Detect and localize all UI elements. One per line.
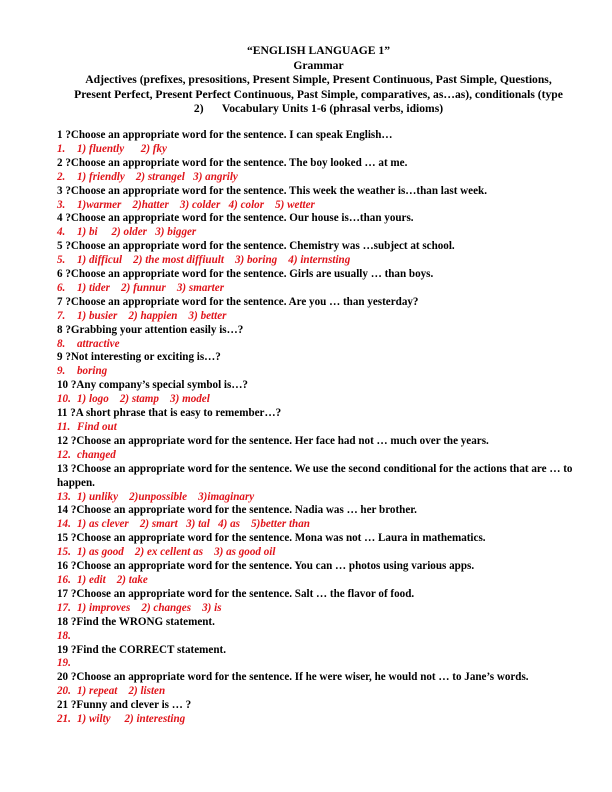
topics-vocabulary: Vocabulary Units 1-6 (phrasal verbs, idioms) [221, 102, 444, 116]
answer-line [57, 421, 568, 435]
answer-number: 17. [57, 601, 71, 614]
answer-line [57, 713, 568, 727]
answer-number: 2. [57, 170, 66, 183]
answer-options: 1) unliky 2)unpossible 3)imaginary [77, 490, 255, 503]
answer-options: 1) friendly 2) strangel 3) angrily [77, 170, 238, 183]
answer-number: 9. [57, 365, 66, 378]
answer-line [57, 199, 568, 213]
answer-options: 1) improves 2) changes 3) is [77, 601, 222, 614]
answer-number: 18. [57, 629, 71, 642]
answer-options: 1) logo 2) stamp 3) model [77, 393, 210, 406]
question-text: 9 ?Not interesting or exciting is…? [57, 351, 221, 364]
answer-number: 10. [57, 393, 71, 406]
question-text: 19 ?Find the CORRECT statement. [57, 643, 226, 656]
question-text: 3 ?Choose an appropriate word for the sentence. This week the weather is…than last week. [57, 184, 487, 197]
answer-options: Find out [77, 421, 117, 433]
question-text: 21 ?Funny and clever is … ? [57, 699, 192, 712]
question-text: 2 ?Choose an appropriate word for the sentence. The boy looked … at me. [57, 156, 408, 169]
question-text: 16 ?Choose an appropriate word for the sentence. You can … photos using various apps. [57, 560, 475, 573]
answer-line [57, 602, 568, 616]
question-text: 20 ?Choose an appropriate word for the sentence. If he were wiser, he would not … to Jane’s words. [57, 671, 529, 684]
answer-number: 3. [57, 198, 66, 211]
answer-options: 1) wilty 2) interesting [77, 713, 186, 726]
answer-line [57, 365, 568, 379]
answer-line [57, 254, 568, 268]
answer-options: boring [77, 365, 108, 378]
answer-number: 6. [57, 281, 66, 294]
answer-options: 1) difficul 2) the most diffiuult 3) boring 4) internsting [77, 254, 351, 267]
answer-line [57, 226, 568, 240]
answer-options: 1) tider 2) funnur 3) smarter [77, 281, 225, 294]
answer-number: 11. [57, 421, 71, 433]
answer-options: 1) as good 2) ex cellent as 3) as good oil [77, 546, 276, 559]
answer-number: 19. [57, 657, 71, 670]
answer-number: 21. [57, 713, 71, 726]
answer-options: 1) fluently 2) fky [77, 142, 167, 155]
answer-options: 1)warmer 2)hatter 3) colder 4) color 5) wetter [77, 198, 315, 211]
answer-number: 12. [57, 448, 71, 461]
answer-options: 1) bi 2) older 3) bigger [77, 226, 197, 239]
answer-number: 16. [57, 573, 71, 586]
answer-number: 14. [57, 518, 71, 531]
document-title: “ENGLISH LANGUAGE 1” [246, 44, 390, 57]
answer-line [57, 143, 568, 157]
answer-line [57, 574, 568, 588]
question-text: 18 ?Find the WRONG statement. [57, 615, 215, 628]
answer-number: 1. [57, 142, 66, 155]
topics-line: Adjectives (prefixes, presositions, Present Simple, Present Continuous, Past Simple, Questions, [85, 73, 552, 87]
answer-number: 13. [57, 490, 71, 503]
answer-line [57, 657, 568, 671]
answer-number: 4. [57, 226, 66, 239]
answer-options: 1) repeat 2) listen [77, 685, 166, 698]
topics-line: Present Perfect, Present Perfect Continuous, Past Simple, comparatives, as…as), conditionals (type [74, 87, 563, 101]
answer-options: changed [77, 448, 116, 461]
question-text: 5 ?Choose an appropriate word for the sentence. Chemistry was …subject at school. [57, 240, 455, 253]
answer-options: 1) busier 2) happien 3) better [77, 309, 227, 322]
question-text: 15 ?Choose an appropriate word for the sentence. Mona was not … Laura in mathematics. [57, 532, 486, 545]
question-text: 4 ?Choose an appropriate word for the sentence. Our house is…than yours. [57, 212, 414, 225]
question-text: 1 ?Choose an appropriate word for the sentence. I can speak English… [57, 128, 393, 141]
answer-line [57, 338, 568, 352]
answer-line [57, 518, 568, 532]
answer-line [57, 393, 568, 407]
topics-number: 2) [193, 102, 204, 116]
answer-number: 8. [57, 337, 66, 350]
answer-line [57, 491, 568, 505]
answer-number: 7. [57, 309, 66, 322]
answer-line [57, 310, 568, 324]
answer-line [57, 685, 568, 699]
answer-line [57, 449, 568, 463]
question-text: 7 ?Choose an appropriate word for the sentence. Are you … than yesterday? [57, 295, 419, 308]
answer-options: attractive [77, 337, 120, 350]
question-text: 8 ?Grabbing your attention easily is…? [57, 323, 244, 336]
question-text: 13 ?Choose an appropriate word for the sentence. We use the second conditional for the actions that are … to happen. [57, 462, 573, 489]
answer-line [57, 630, 568, 644]
topics-line [57, 102, 580, 117]
answer-number: 5. [57, 254, 66, 267]
answer-line [57, 546, 568, 560]
document-subtitle: Grammar [293, 58, 344, 72]
question-text: 11 ?A short phrase that is easy to remember…? [57, 407, 282, 420]
answer-line [57, 282, 568, 296]
question-text: 14 ?Choose an appropriate word for the sentence. Nadia was … her brother. [57, 504, 417, 517]
answer-options: 1) edit 2) take [77, 573, 148, 586]
answer-options: 1) as clever 2) smart 3) tal 4) as 5)better than [77, 518, 310, 531]
question-list [57, 128, 573, 727]
question-text: 17 ?Choose an appropriate word for the sentence. Salt … the flavor of food. [57, 587, 415, 600]
question-text: 12 ?Choose an appropriate word for the sentence. Her face had not … much over the years. [57, 434, 489, 447]
answer-line [57, 171, 568, 185]
question-text: 10 ?Any company’s special symbol is…? [57, 379, 248, 392]
answer-number: 15. [57, 546, 71, 559]
document-header [57, 44, 580, 117]
answer-number: 20. [57, 685, 71, 698]
question-text: 6 ?Choose an appropriate word for the sentence. Girls are usually … than boys. [57, 268, 434, 281]
